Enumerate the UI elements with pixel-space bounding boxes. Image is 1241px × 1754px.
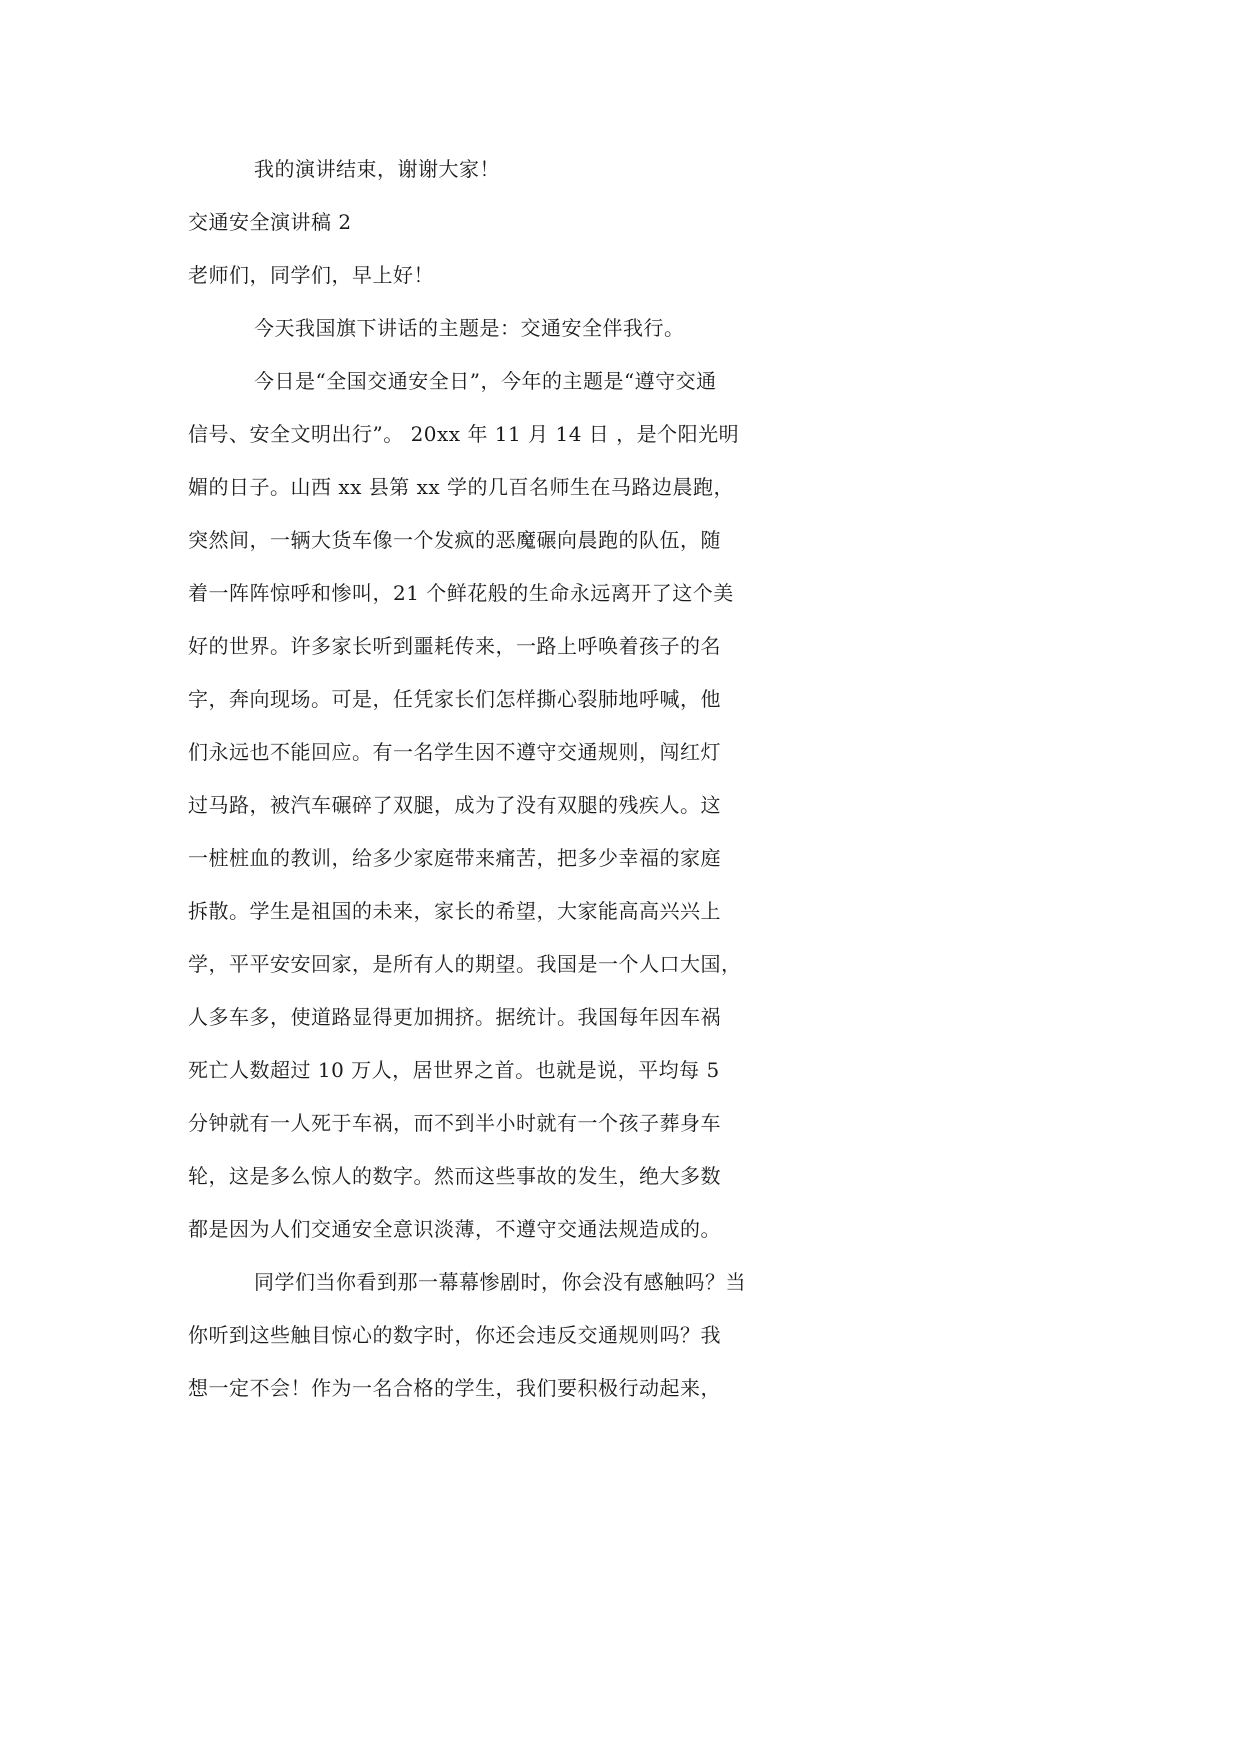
- paragraph-line: 拆散。学生是祖国的未来，家长的希望，大家能高高兴兴上: [188, 899, 721, 923]
- paragraph-line: 着一阵阵惊呼和惨叫，21 个鲜花般的生命永远离开了这个美: [188, 581, 734, 605]
- speech-title: 交通安全演讲稿 2: [188, 210, 352, 234]
- greeting-line: 老师们，同学们，早上好！: [188, 263, 434, 287]
- paragraph-line: 突然间，一辆大货车像一个发疯的恶魔碾向晨跑的队伍，随: [188, 528, 721, 552]
- paragraph-line: 们永远也不能回应。有一名学生因不遵守交通规则，闯红灯: [188, 740, 721, 764]
- paragraph-line: 学，平平安安回家，是所有人的期望。我国是一个人口大国，: [188, 952, 742, 976]
- paragraph-line: 都是因为人们交通安全意识淡薄，不遵守交通法规造成的。: [188, 1217, 721, 1241]
- paragraph-line: 想一定不会！作为一名合格的学生，我们要积极行动起来，: [188, 1376, 721, 1400]
- paragraph-line: 媚的日子。山西 xx 县第 xx 学的几百名师生在马路边晨跑，: [188, 475, 735, 499]
- paragraph-line: 分钟就有一人死于车祸，而不到半小时就有一个孩子葬身车: [188, 1111, 721, 1135]
- paragraph-line: 人多车多，使道路显得更加拥挤。据统计。我国每年因车祸: [188, 1005, 721, 1029]
- paragraph-line: 好的世界。许多家长听到噩耗传来，一路上呼唤着孩子的名: [188, 634, 721, 658]
- paragraph-line: 字，奔向现场。可是，任凭家长们怎样撕心裂肺地呼喊，他: [188, 687, 721, 711]
- paragraph-line: 你听到这些触目惊心的数字时，你还会违反交通规则吗？我: [188, 1323, 721, 1347]
- paragraph-line: 一桩桩血的教训，给多少家庭带来痛苦，把多少幸福的家庭: [188, 846, 721, 870]
- paragraph-line: 同学们当你看到那一幕幕惨剧时，你会没有感触吗？当: [254, 1270, 746, 1294]
- paragraph-line: 死亡人数超过 10 万人，居世界之首。也就是说，平均每 5: [188, 1058, 720, 1082]
- closing-line: 我的演讲结束，谢谢大家！: [254, 157, 500, 181]
- paragraph-line: 过马路，被汽车碾碎了双腿，成为了没有双腿的残疾人。这: [188, 793, 721, 817]
- paragraph-line: 今天我国旗下讲话的主题是：交通安全伴我行。: [254, 316, 685, 340]
- paragraph-line: 今日是“全国交通安全日”，今年的主题是“遵守交通: [254, 369, 717, 393]
- paragraph-line: 轮，这是多么惊人的数字。然而这些事故的发生，绝大多数: [188, 1164, 721, 1188]
- paragraph-line: 信号、安全文明出行”。 20xx 年 11 月 14 日 ，是个阳光明: [188, 422, 740, 446]
